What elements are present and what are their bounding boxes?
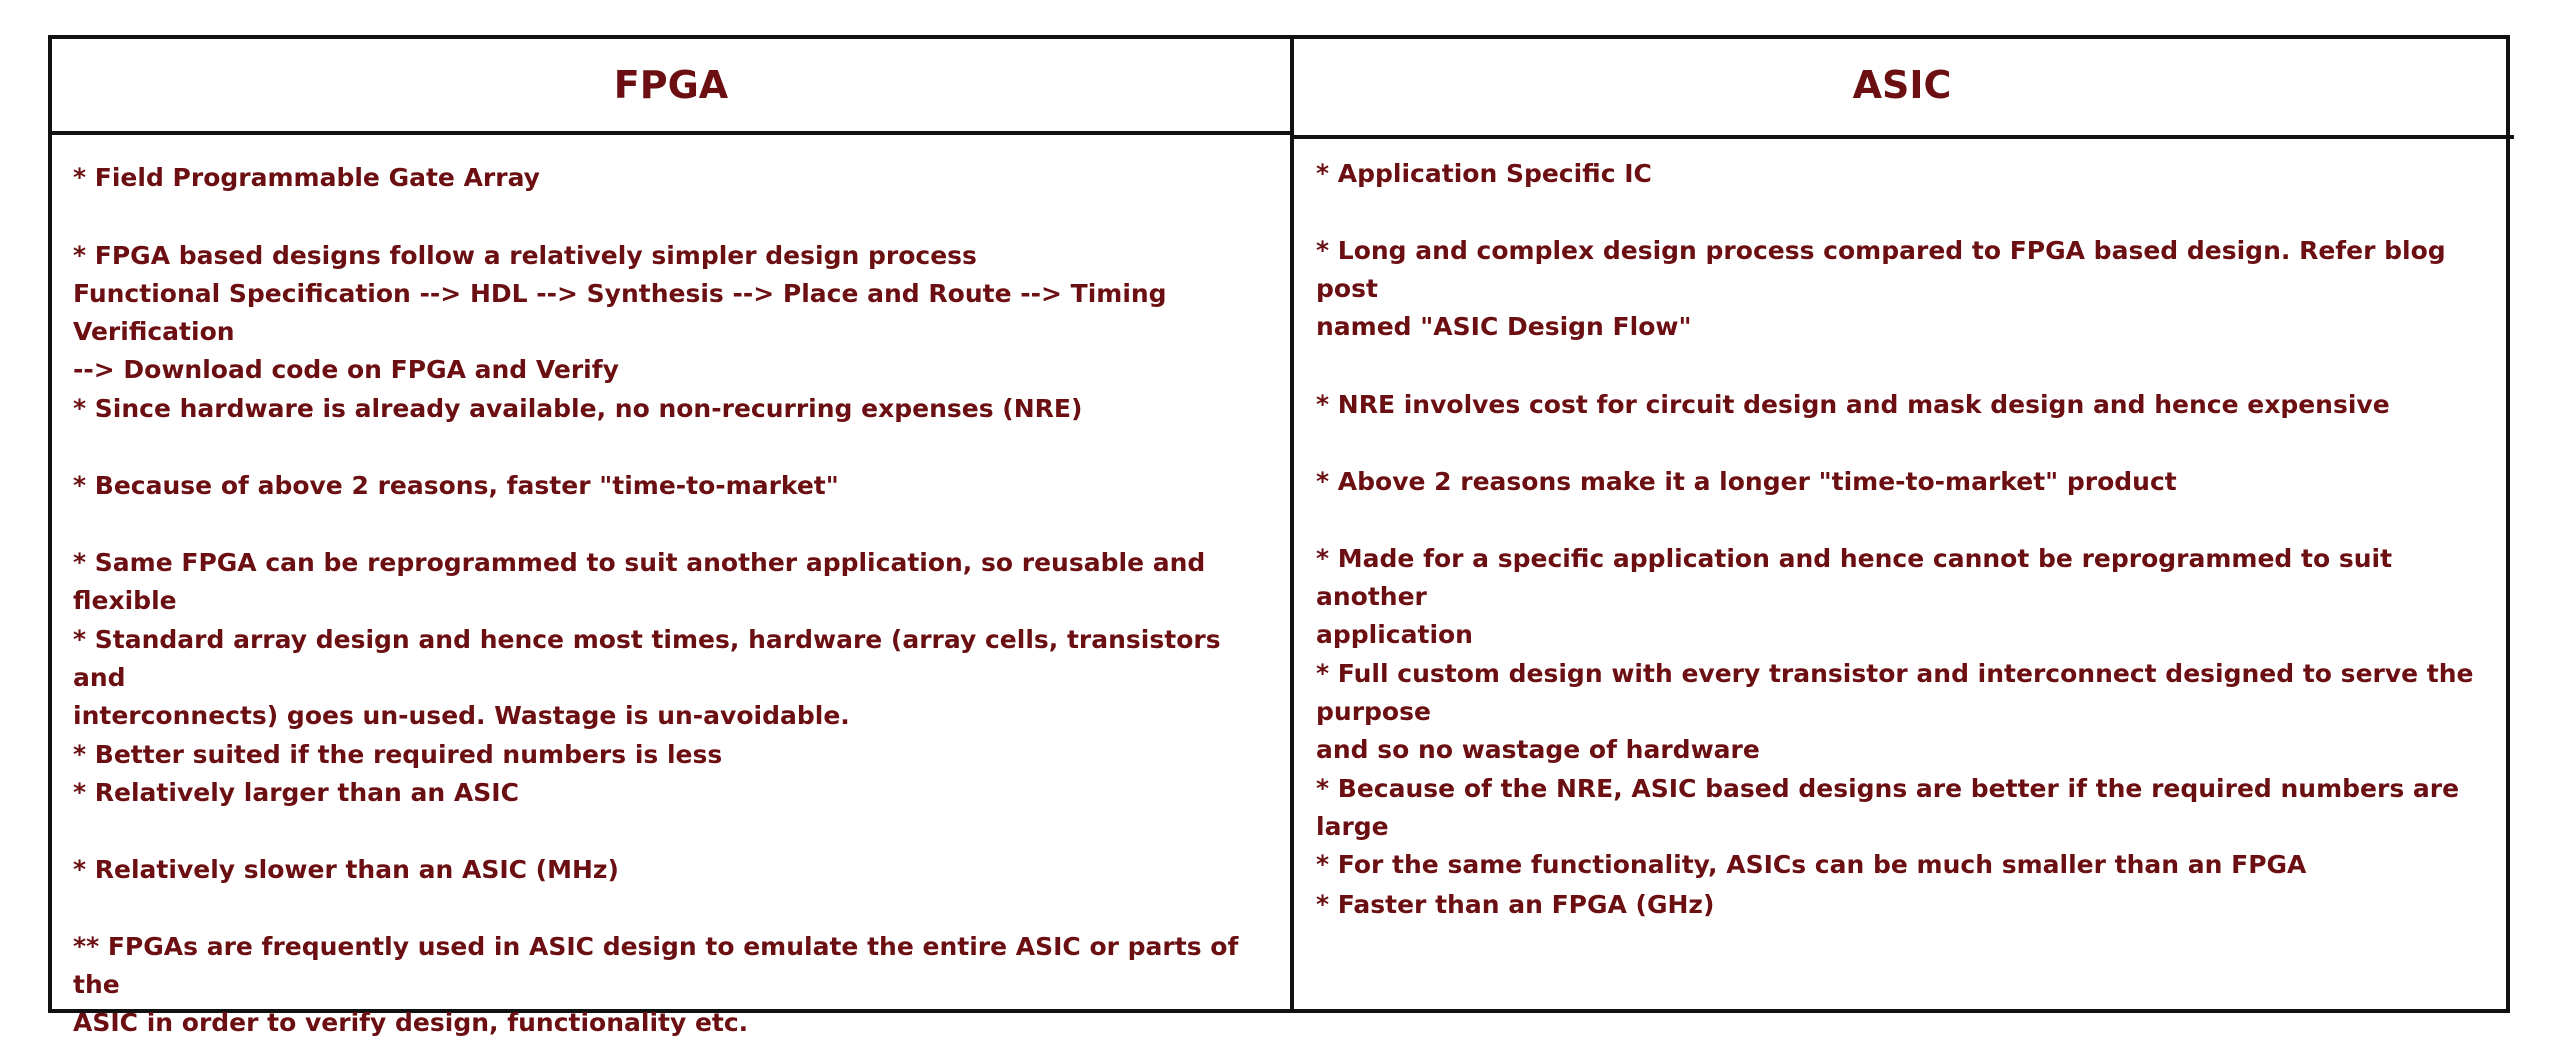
asic-item-5: * Made for a specific application and hence cannot be reprogrammed to suit another application <box>1316 544 2393 649</box>
header-rule-left <box>52 131 1290 135</box>
asic-item-6: * Full custom design with every transistor and interconnect designed to serve the purpose and so no wastage of hardware <box>1316 659 2474 764</box>
fpga-item-5: * Same FPGA can be reprogrammed to suit another application, so reusable and flexible <box>73 548 1206 615</box>
column-divider <box>1290 39 1294 1009</box>
fpga-item-4: * Because of above 2 reasons, faster "time-to-market" <box>73 471 839 500</box>
fpga-item-8: * Relatively slower than an ASIC (MHz) <box>73 855 619 884</box>
fpga-item-6: * Standard array design and hence most times, hardware (array cells, transistors and interconnects) goes un-used. Wastage is un-avoidable. <box>73 625 1221 730</box>
asic-item-1: * Application Specific IC <box>1316 159 1652 188</box>
fpga-item-7: * Better suited if the required numbers is less * Relatively larger than an ASIC <box>73 740 723 807</box>
fpga-item-1: * Field Programmable Gate Array <box>73 163 540 192</box>
asic-column-header: ASIC <box>1852 63 1952 107</box>
header-rule-right <box>1294 135 2514 139</box>
asic-item-2: * Long and complex design process compared to FPGA based design. Refer blog post named "ASIC Design Flow" <box>1316 236 2446 341</box>
asic-item-7: * Because of the NRE, ASIC based designs are better if the required numbers are large * For the same functionality, ASICs can be much smaller than an FPGA <box>1316 774 2460 879</box>
asic-item-3: * NRE involves cost for circuit design and mask design and hence expensive <box>1316 390 2390 419</box>
fpga-item-2: * FPGA based designs follow a relatively simpler design process Functional Specification --> HDL --> Synthesis --> Place and Route --> Timing Verification --> Download code on FPGA and Verify <box>73 241 1167 384</box>
fpga-item-3: * Since hardware is already available, no non-recurring expenses (NRE) <box>73 394 1083 423</box>
fpga-column-header: FPGA <box>613 63 729 107</box>
asic-item-4: * Above 2 reasons make it a longer "time-to-market" product <box>1316 467 2177 496</box>
fpga-item-9: ** FPGAs are frequently used in ASIC design to emulate the entire ASIC or parts of the ASIC in order to verify design, functionality etc. <box>73 932 1239 1037</box>
asic-item-8: * Faster than an FPGA (GHz) <box>1316 890 1715 919</box>
comparison-table <box>48 35 2510 1037</box>
